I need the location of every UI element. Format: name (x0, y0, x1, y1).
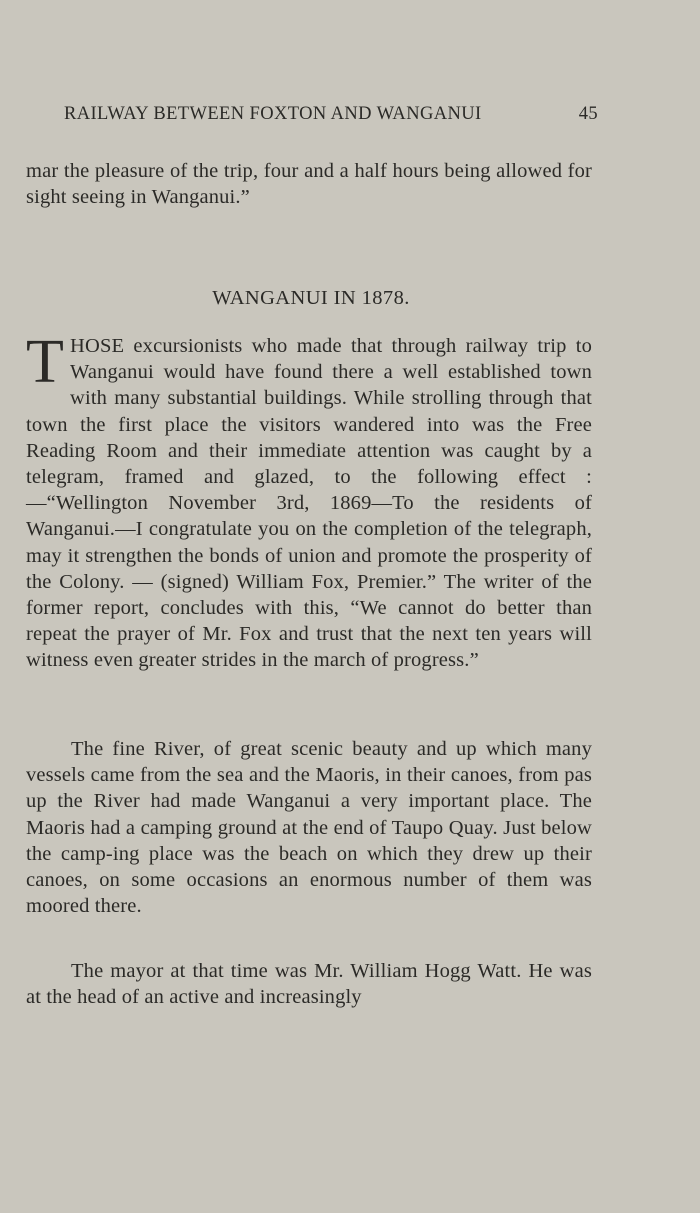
opening-paragraph-text: HOSE excursionists who made that through railway trip to Wanganui would have found there a well established town with many substantial buildings. While strolling through that town the first place the visitors wandered into was the Free Reading Room and their immediate attention was caught by a telegram, framed and glazed, to the following effect :—“Wellington November 3rd, 1869—To the residents of Wanganui.—I congratulate you on the completion of the telegraph, may it strengthen the bonds of union and promote the prosperity of the Colony. — (signed) William Fox, Premier.” The writer of the former report, concludes with this, “We cannot do better than repeat the prayer of Mr. Fox and trust that the next ten years will witness even greater strides in the march of progress.” (26, 335, 592, 672)
page-number: 45 (578, 104, 598, 124)
running-head-title: RAILWAY BETWEEN FOXTON AND WANGANUI (64, 104, 482, 124)
drop-cap: T (26, 328, 65, 396)
river-paragraph (26, 736, 592, 919)
river-paragraph-text: The fine River, of great scenic beauty and up which many vessels came from the sea and the Maoris, in their canoes, from pas up the River had made Wanganui a very important place. The Maoris had a camping ground at the end of Taupo Quay. Just below the camp-ing place was the beach on which they drew up their canoes, on some occasions an enormous number of them was moored there. (26, 738, 592, 918)
continuation-text: mar the pleasure of the trip, four and a half hours being allowed for sight seeing in Wanganui.” (26, 160, 592, 209)
section-heading: WANGANUI IN 1878. (212, 287, 410, 309)
opening-paragraph (26, 328, 592, 674)
mayor-paragraph (26, 958, 592, 1010)
continuation-paragraph (26, 158, 592, 210)
mayor-paragraph-text: The mayor at that time was Mr. William Hogg Watt. He was at the head of an active and increasingly (26, 960, 592, 1009)
